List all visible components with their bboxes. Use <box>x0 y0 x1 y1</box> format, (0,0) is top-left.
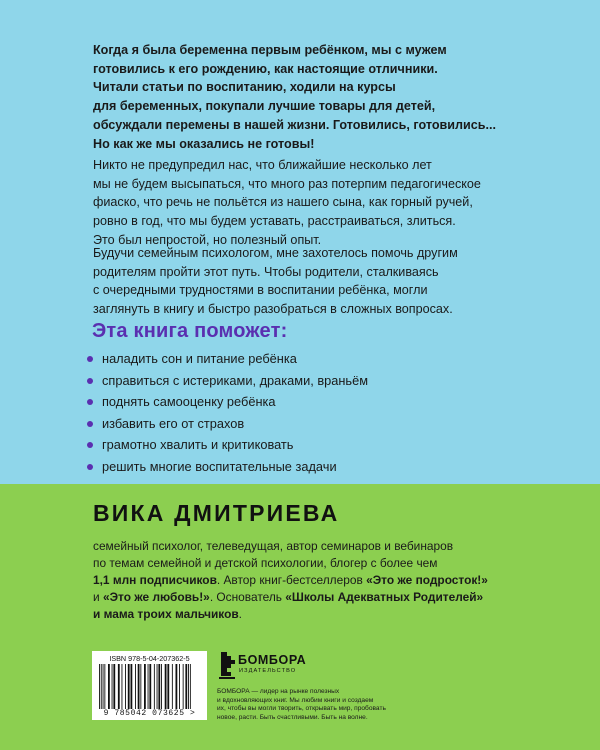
bullet-dot-icon <box>87 464 93 470</box>
publisher-blurb <box>217 688 417 722</box>
bio-line <box>93 589 533 606</box>
publisher-subtitle: ИЗДАТЕЛЬСТВО <box>239 668 297 674</box>
author-bio <box>93 538 533 623</box>
school-name: «Школы Адекватных Родителей» <box>285 590 484 604</box>
bullet-dot-icon <box>87 399 93 405</box>
list-item <box>87 436 527 458</box>
paragraph-line: с очередными трудностями в воспитании ребёнка, могли <box>93 283 428 298</box>
intro-line: готовились к его рождению, как настоящие отличники. <box>93 61 438 76</box>
book-title-teen: «Это же подросток!» <box>366 573 488 587</box>
intro-line: Но как же мы оказались не готовы! <box>93 136 315 151</box>
barcode-digits: 9 785042 073625 > <box>103 709 196 718</box>
bio-text: . Основатель <box>209 590 286 604</box>
mother-note: и мама троих мальчиков <box>93 607 239 621</box>
paragraph-line: ровно в год, что мы будем уставать, расстраиваться, злиться. <box>93 214 456 229</box>
list-item-text: решить многие воспитательные задачи <box>102 458 337 474</box>
bio-line <box>93 606 533 623</box>
subscribers-count: 1,1 млн подписчиков <box>93 573 217 587</box>
paragraph-line: мы не будем высыпаться, что много раз потерпим педагогическое <box>93 176 481 191</box>
list-item <box>87 458 527 480</box>
publisher-name: БОМБОРА <box>238 653 307 667</box>
bombora-wave-icon <box>217 650 237 680</box>
paragraph-line: фиаско, что речь не польётся из нашего сына, как горный ручей, <box>93 195 473 210</box>
list-item-text: справиться с истериками, драками, враньём <box>102 372 369 388</box>
blurb-line: БОМБОРА — лидер на рынке полезных <box>217 688 340 695</box>
paragraph-line: Это был непростой, но полезный опыт. <box>93 232 322 247</box>
bullet-dot-icon <box>87 378 93 384</box>
author-name: ВИКА ДМИТРИЕВА <box>93 500 340 526</box>
intro-line: для беременных, покупали лучшие товары для детей, <box>93 99 436 114</box>
isbn-number: ISBN 978-5-04-207362-5 <box>109 654 190 663</box>
intro-line: обсуждали перемены в нашей жизни. Готовились, готовились... <box>93 117 497 132</box>
list-item-text: избавить его от страхов <box>102 415 245 431</box>
blurb-line: их, чтобы вы могли творить, открывать мир, пробовать <box>217 705 386 713</box>
intro-line: Читали статьи по воспитанию, ходили на курсы <box>93 80 396 95</box>
list-item-text: поднять самооценку ребёнка <box>102 394 276 410</box>
bio-line: по темам семейной и детской психологии, блогер с более чем <box>93 556 438 570</box>
purpose-paragraph <box>93 244 533 319</box>
bio-text: и <box>93 590 103 604</box>
list-item-text: наладить сон и питание ребёнка <box>102 351 297 366</box>
paragraph-line: Будучи семейным психологом, мне захотелось помочь другим <box>93 246 458 260</box>
list-item <box>87 372 527 394</box>
bio-text: . <box>238 607 242 621</box>
list-item <box>87 393 527 415</box>
intro-paragraph <box>93 41 533 153</box>
bullet-dot-icon <box>87 442 93 448</box>
list-item-text: грамотно хвалить и критиковать <box>102 437 294 453</box>
paragraph-line: Никто не предупредил нас, что ближайшие несколько лет <box>93 158 432 172</box>
book-helps-heading: Эта книга поможет: <box>92 320 288 342</box>
intro-line: Когда я была беременна первым ребёнком, мы с мужем <box>93 43 447 57</box>
list-item <box>87 350 527 372</box>
list-item <box>87 415 527 437</box>
paragraph-line: заглянуть в книгу и быстро разобраться в сложных вопросах. <box>93 302 453 317</box>
experience-paragraph <box>93 156 533 250</box>
benefits-list <box>87 350 527 480</box>
blurb-line: новое, расти. Быть счастливыми. Быть на волне. <box>217 713 368 721</box>
isbn-barcode <box>92 651 207 720</box>
bio-text: . Автор книг-бестселлеров <box>216 573 367 587</box>
bio-line <box>93 572 533 589</box>
bio-line: семейный психолог, телеведущая, автор семинаров и вебинаров <box>93 539 454 553</box>
paragraph-line: родителям пройти этот путь. Чтобы родители, сталкиваясь <box>93 264 439 279</box>
blurb-line: и вдохновляющих книг. Мы любим книги и создаем <box>217 696 374 704</box>
publisher-logo <box>217 650 337 682</box>
book-title-love: «Это же любовь!» <box>102 590 210 604</box>
barcode-bars <box>99 664 200 709</box>
bullet-dot-icon <box>87 421 93 427</box>
bullet-dot-icon <box>87 356 93 362</box>
